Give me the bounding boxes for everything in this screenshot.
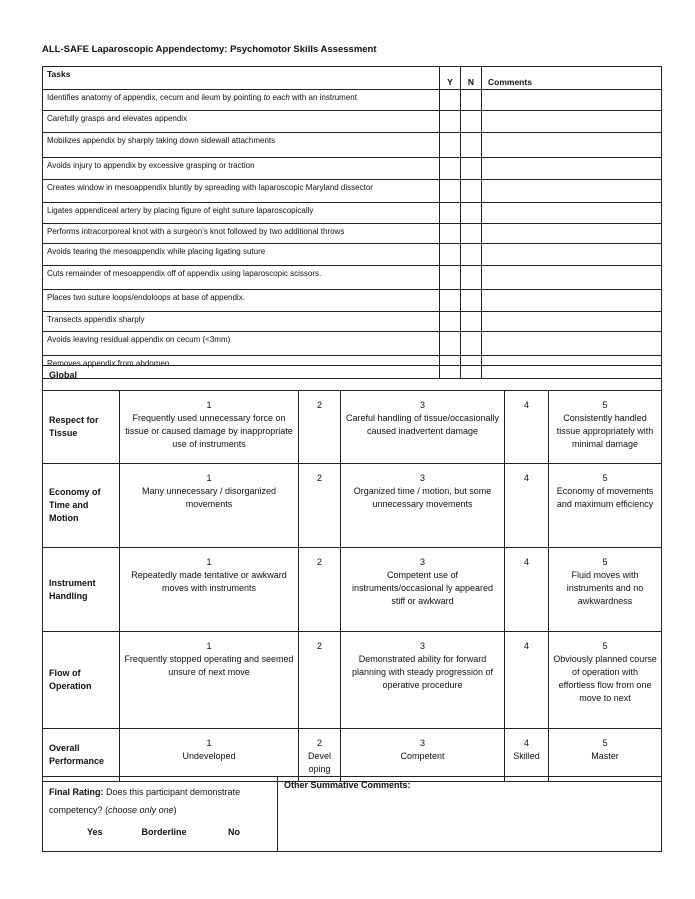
score-cell[interactable] xyxy=(549,464,662,548)
comments-cell[interactable] xyxy=(482,203,662,224)
score-number: 2 xyxy=(316,473,322,483)
task-text: Ligates appendiceal artery by placing figure of eight suture laparoscopically xyxy=(47,206,314,215)
task-label xyxy=(43,111,440,133)
global-header-row xyxy=(43,366,662,391)
score-cell[interactable] xyxy=(299,464,341,548)
score-number: 4 xyxy=(523,400,529,410)
score-number: 3 xyxy=(419,738,425,748)
table-row xyxy=(43,332,662,356)
score-number: 1 xyxy=(206,641,212,651)
no-cell[interactable] xyxy=(461,203,482,224)
option-no[interactable]: No xyxy=(228,827,241,837)
score-cell[interactable] xyxy=(549,729,662,782)
task-rows xyxy=(43,90,662,379)
yes-cell[interactable] xyxy=(440,312,461,332)
score-description: Fluid moves with instruments and no awkwardness xyxy=(566,570,644,606)
global-header: Global xyxy=(43,366,662,391)
score-description: Skilled xyxy=(513,751,540,761)
score-number: 3 xyxy=(419,473,425,483)
no-cell[interactable] xyxy=(461,290,482,312)
score-cell[interactable] xyxy=(120,632,299,729)
score-description: Organized time / motion, but some unnecessary movements xyxy=(353,486,492,509)
score-cell[interactable] xyxy=(299,391,341,464)
table-row xyxy=(43,548,662,632)
score-number: 1 xyxy=(206,400,212,410)
score-cell[interactable] xyxy=(549,632,662,729)
score-number: 1 xyxy=(206,738,212,748)
score-number: 1 xyxy=(206,473,212,483)
no-cell[interactable] xyxy=(461,332,482,356)
task-label xyxy=(43,180,440,203)
table-row xyxy=(43,312,662,332)
score-cell[interactable] xyxy=(341,391,505,464)
score-description: Devel oping xyxy=(307,751,331,774)
score-description: Frequently stopped operating and seemed unsure of next move xyxy=(124,654,294,677)
score-cell[interactable] xyxy=(505,464,549,548)
no-header: N xyxy=(461,67,482,90)
task-text: Transects appendix sharply xyxy=(47,315,145,324)
yes-cell[interactable] xyxy=(440,158,461,180)
score-number: 5 xyxy=(602,641,608,651)
no-cell[interactable] xyxy=(461,133,482,158)
score-cell[interactable] xyxy=(120,464,299,548)
yes-cell[interactable] xyxy=(440,290,461,312)
comments-cell[interactable] xyxy=(482,244,662,266)
criterion-label: Economy of Time and Motion xyxy=(43,464,120,548)
task-text: Removes appendix from abdomen xyxy=(47,359,170,368)
global-rating-table xyxy=(42,365,662,782)
table-row xyxy=(43,729,662,782)
score-number: 4 xyxy=(523,641,529,651)
score-cell[interactable] xyxy=(505,729,549,782)
score-cell[interactable] xyxy=(341,548,505,632)
score-cell[interactable] xyxy=(505,548,549,632)
criterion-label: Flow of Operation xyxy=(43,632,120,729)
task-text: Avoids tearing the mesoappendix while placing ligating suture xyxy=(47,247,266,256)
final-question: Does this participant demonstrate competency? ( xyxy=(49,787,241,815)
task-text: Identifies anatomy of appendix, cecum and ileum by pointing xyxy=(47,93,264,102)
score-number: 5 xyxy=(602,473,608,483)
no-cell[interactable] xyxy=(461,266,482,290)
score-number: 5 xyxy=(602,557,608,567)
option-yes[interactable]: Yes xyxy=(87,827,103,837)
final-question-em: choose only one xyxy=(108,805,174,815)
score-cell[interactable] xyxy=(341,464,505,548)
score-description: Competent xyxy=(400,751,445,761)
final-question-end: ) xyxy=(173,805,177,815)
task-text: Creates window in mesoappendix bluntly by spreading with laparoscopic Maryland dissector xyxy=(47,183,373,192)
final-rating-table xyxy=(42,776,662,852)
score-cell[interactable] xyxy=(299,729,341,782)
other-comments-cell[interactable] xyxy=(278,777,662,852)
comments-cell[interactable] xyxy=(482,158,662,180)
task-label xyxy=(43,90,440,111)
criterion-label: Instrument Handling xyxy=(43,548,120,632)
table-row xyxy=(43,244,662,266)
no-cell[interactable] xyxy=(461,111,482,133)
score-number: 2 xyxy=(316,641,322,651)
page-title: ALL-SAFE Laparoscopic Appendectomy: Psychomotor Skills Assessment xyxy=(42,44,377,55)
task-label xyxy=(43,312,440,332)
table-row xyxy=(43,133,662,158)
task-label xyxy=(43,224,440,244)
score-cell[interactable] xyxy=(341,632,505,729)
score-number: 4 xyxy=(523,738,529,748)
task-label xyxy=(43,332,440,356)
score-description: Undeveloped xyxy=(182,751,236,761)
yes-cell[interactable] xyxy=(440,133,461,158)
score-number: 5 xyxy=(602,400,608,410)
no-cell[interactable] xyxy=(461,244,482,266)
score-description: Repeatedly made tentative or awkward moves with instruments xyxy=(131,570,287,593)
yes-header: Y xyxy=(440,67,461,90)
comments-header: Comments xyxy=(482,67,662,90)
score-cell[interactable] xyxy=(299,632,341,729)
final-options xyxy=(49,823,271,841)
task-text: Avoids injury to appendix by excessive grasping or traction xyxy=(47,161,255,170)
table-row xyxy=(43,180,662,203)
score-description: Demonstrated ability for forward planning with steady progression of operative procedure xyxy=(351,654,494,690)
criterion-label: Overall Performance xyxy=(43,729,120,782)
tasks-table xyxy=(42,66,662,379)
yes-cell[interactable] xyxy=(440,90,461,111)
comments-cell[interactable] xyxy=(482,290,662,312)
score-cell[interactable] xyxy=(299,548,341,632)
score-cell[interactable] xyxy=(120,548,299,632)
tasks-header-row xyxy=(43,67,662,90)
comments-cell[interactable] xyxy=(482,312,662,332)
score-cell[interactable] xyxy=(505,632,549,729)
comments-cell[interactable] xyxy=(482,266,662,290)
score-description: Consistently handled tissue appropriately with minimal damage xyxy=(556,413,654,449)
no-cell[interactable] xyxy=(461,90,482,111)
final-row xyxy=(43,777,662,852)
task-text-end: with an instrument xyxy=(289,93,357,102)
comments-cell[interactable] xyxy=(482,224,662,244)
table-row xyxy=(43,158,662,180)
option-borderline[interactable]: Borderline xyxy=(141,827,187,837)
task-label xyxy=(43,133,440,158)
table-row xyxy=(43,632,662,729)
table-row xyxy=(43,391,662,464)
yes-cell[interactable] xyxy=(440,332,461,356)
yes-cell[interactable] xyxy=(440,180,461,203)
comments-cell[interactable] xyxy=(482,90,662,111)
score-number: 2 xyxy=(316,738,322,748)
yes-cell[interactable] xyxy=(440,203,461,224)
score-number: 2 xyxy=(316,557,322,567)
score-number: 3 xyxy=(419,641,425,651)
table-row xyxy=(43,224,662,244)
table-row xyxy=(43,203,662,224)
score-description: Many unnecessary / disorganized movements xyxy=(141,486,277,509)
task-label xyxy=(43,203,440,224)
task-text: Carefully grasps and elevates appendix xyxy=(47,114,188,123)
global-rows xyxy=(43,391,662,782)
yes-cell[interactable] xyxy=(440,111,461,133)
task-text-em: to each xyxy=(263,93,290,102)
tasks-header: Tasks xyxy=(43,67,440,90)
score-number: 1 xyxy=(206,557,212,567)
score-description: Master xyxy=(591,751,619,761)
score-number: 4 xyxy=(523,557,529,567)
table-row xyxy=(43,290,662,312)
final-rating-label: Final Rating: xyxy=(49,787,104,797)
yes-cell[interactable] xyxy=(440,244,461,266)
score-number: 3 xyxy=(419,557,425,567)
table-row xyxy=(43,464,662,548)
score-description: Obviously planned course of operation with effortless flow from one move to next xyxy=(553,654,657,703)
task-text: Cuts remainder of mesoappendix off of appendix using laparoscopic scissors. xyxy=(47,269,322,278)
task-label xyxy=(43,290,440,312)
score-cell[interactable] xyxy=(120,729,299,782)
task-text: Mobilizes appendix by sharply taking down sidewall attachments xyxy=(47,136,276,145)
score-description: Economy of movements and maximum efficiency xyxy=(556,486,654,509)
task-label xyxy=(43,158,440,180)
final-rating-cell xyxy=(43,777,278,852)
table-row xyxy=(43,266,662,290)
no-cell[interactable] xyxy=(461,180,482,203)
score-number: 3 xyxy=(419,400,425,410)
score-cell[interactable] xyxy=(505,391,549,464)
comments-cell[interactable] xyxy=(482,180,662,203)
score-description: Frequently used unnecessary force on tissue or caused damage by inappropriate use of instruments xyxy=(125,413,293,449)
yes-cell[interactable] xyxy=(440,224,461,244)
score-cell[interactable] xyxy=(549,548,662,632)
task-label xyxy=(43,244,440,266)
score-number: 5 xyxy=(602,738,608,748)
comments-cell[interactable] xyxy=(482,133,662,158)
no-cell[interactable] xyxy=(461,224,482,244)
task-text: Performs intracorporeal knot with a surgeon’s knot followed by two additional throws xyxy=(47,227,345,236)
other-comments-label: Other Summative Comments: xyxy=(284,780,411,790)
score-cell[interactable] xyxy=(341,729,505,782)
comments-cell[interactable] xyxy=(482,332,662,356)
score-cell[interactable] xyxy=(549,391,662,464)
score-number: 2 xyxy=(316,400,322,410)
task-text: Places two suture loops/endoloops at base of appendix. xyxy=(47,293,245,302)
table-row xyxy=(43,111,662,133)
no-cell[interactable] xyxy=(461,158,482,180)
criterion-label: Respect for Tissue xyxy=(43,391,120,464)
score-description: Careful handling of tissue/occasionally caused inadvertent damage xyxy=(345,413,500,436)
task-text: Avoids leaving residual appendix on cecum (<3mm) xyxy=(47,335,231,344)
table-row xyxy=(43,90,662,111)
score-number: 4 xyxy=(523,473,529,483)
comments-cell[interactable] xyxy=(482,111,662,133)
task-label xyxy=(43,266,440,290)
yes-cell[interactable] xyxy=(440,266,461,290)
no-cell[interactable] xyxy=(461,312,482,332)
score-cell[interactable] xyxy=(120,391,299,464)
score-description: Competent use of instruments/occasional ly appeared stiff or awkward xyxy=(351,570,494,606)
